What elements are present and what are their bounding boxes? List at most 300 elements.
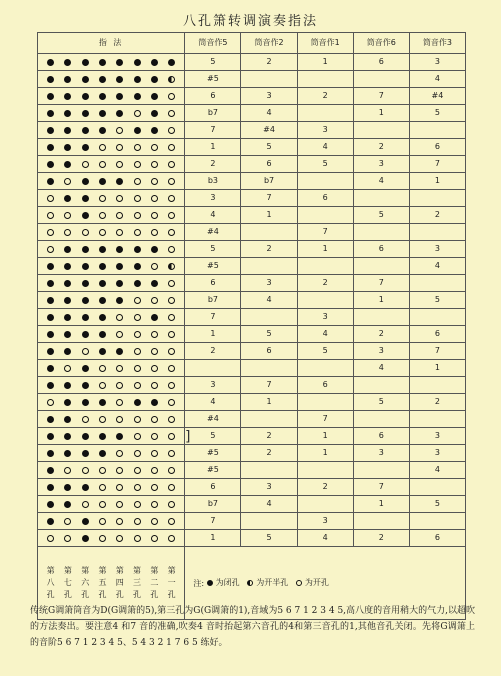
closed-hole-icon	[99, 246, 106, 253]
open-hole-icon	[64, 212, 71, 219]
closed-hole-icon	[47, 416, 54, 423]
note-cell: 3	[353, 445, 409, 462]
open-hole-icon	[151, 433, 158, 440]
closed-hole-icon	[151, 399, 158, 406]
table-row	[38, 479, 466, 496]
half-hole-icon	[247, 580, 253, 586]
open-hole-icon	[134, 314, 141, 321]
col-header: 筒音作2	[241, 33, 297, 54]
open-hole-icon	[64, 178, 71, 185]
closed-hole-icon	[82, 314, 89, 321]
closed-hole-icon	[134, 263, 141, 270]
col-header: 筒音作5	[185, 33, 241, 54]
note-cell: 2	[353, 530, 409, 547]
note-cell: 7	[353, 88, 409, 105]
note-cell: b7	[185, 105, 241, 122]
table-row	[38, 173, 466, 190]
ordinal-char: 第	[150, 566, 159, 575]
open-hole-icon	[134, 501, 141, 508]
note-cell	[409, 224, 465, 241]
closed-hole-icon	[47, 297, 54, 304]
closed-hole-icon	[82, 433, 89, 440]
fingering-holes	[38, 292, 185, 309]
closed-hole-icon	[207, 580, 213, 586]
closed-hole-icon	[116, 433, 123, 440]
closed-hole-icon	[47, 484, 54, 491]
open-hole-icon	[134, 365, 141, 372]
open-hole-icon	[134, 348, 141, 355]
closed-hole-icon	[134, 280, 141, 287]
open-hole-icon	[151, 382, 158, 389]
note-cell: 1	[241, 207, 297, 224]
closed-hole-icon	[116, 178, 123, 185]
note-cell: 5	[241, 530, 297, 547]
note-cell: 7	[241, 190, 297, 207]
closed-hole-icon	[151, 246, 158, 253]
open-hole-icon	[99, 484, 106, 491]
closed-hole-icon	[99, 59, 106, 66]
open-hole-icon	[168, 178, 175, 185]
note-cell: 6	[353, 241, 409, 258]
closed-hole-icon	[64, 59, 71, 66]
note-cell: 4	[353, 360, 409, 377]
open-hole-icon	[134, 433, 141, 440]
half-hole-icon	[168, 76, 175, 83]
note-cell	[241, 411, 297, 428]
open-hole-icon	[99, 518, 106, 525]
closed-hole-icon	[64, 416, 71, 423]
hole-ordinal	[64, 565, 72, 601]
table-row	[38, 496, 466, 513]
fingering-holes	[38, 54, 185, 71]
ordinal-char: 孔	[81, 590, 90, 599]
closed-hole-icon	[64, 382, 71, 389]
note-cell: 7	[409, 343, 465, 360]
note-cell: 4	[297, 326, 353, 343]
closed-hole-icon	[82, 280, 89, 287]
ordinal-char: 第	[133, 566, 142, 575]
note-cell: 3	[353, 343, 409, 360]
open-hole-icon	[151, 467, 158, 474]
note-cell: 2	[353, 139, 409, 156]
open-hole-icon	[151, 535, 158, 542]
note-cell: 4	[353, 173, 409, 190]
fingering-holes	[38, 258, 185, 275]
open-hole-icon	[134, 110, 141, 117]
hole-ordinal	[133, 565, 141, 601]
note-cell: 4	[185, 394, 241, 411]
closed-hole-icon	[64, 195, 71, 202]
open-hole-icon	[151, 229, 158, 236]
open-hole-icon	[99, 416, 106, 423]
ordinal-char: 四	[115, 578, 124, 587]
fingering-holes	[38, 105, 185, 122]
closed-hole-icon	[47, 467, 54, 474]
fingering-holes	[38, 275, 185, 292]
open-hole-icon	[134, 535, 141, 542]
closed-hole-icon	[64, 93, 71, 100]
note-cell: 7	[185, 513, 241, 530]
closed-hole-icon	[47, 144, 54, 151]
note-cell: #4	[241, 122, 297, 139]
open-hole-icon	[151, 195, 158, 202]
open-hole-icon	[168, 518, 175, 525]
table-row	[38, 275, 466, 292]
note-cell	[353, 377, 409, 394]
open-hole-icon	[99, 535, 106, 542]
open-hole-icon	[116, 365, 123, 372]
closed-hole-icon	[82, 535, 89, 542]
note-cell	[297, 394, 353, 411]
open-hole-icon	[134, 178, 141, 185]
col-header: 筒音作6	[353, 33, 409, 54]
open-hole-icon	[151, 212, 158, 219]
note-cell: 5	[241, 326, 297, 343]
closed-hole-icon	[82, 382, 89, 389]
ordinal-char: 孔	[167, 590, 176, 599]
note-cell: 2	[297, 88, 353, 105]
open-hole-icon	[151, 416, 158, 423]
closed-hole-icon	[99, 178, 106, 185]
col-header: 筒音作3	[409, 33, 465, 54]
open-hole-icon	[99, 501, 106, 508]
open-hole-icon	[116, 229, 123, 236]
closed-hole-icon	[47, 433, 54, 440]
closed-hole-icon	[82, 127, 89, 134]
fingering-holes	[38, 530, 185, 547]
note-cell: 5	[185, 428, 241, 445]
note-cell: 3	[185, 190, 241, 207]
note-cell: 5	[297, 156, 353, 173]
fingering-holes	[38, 411, 185, 428]
closed-hole-icon	[47, 280, 54, 287]
closed-hole-icon	[99, 314, 106, 321]
open-hole-icon	[151, 484, 158, 491]
table-row	[38, 190, 466, 207]
note-cell	[409, 275, 465, 292]
ordinal-char: 第	[46, 566, 55, 575]
closed-hole-icon	[99, 280, 106, 287]
closed-hole-icon	[116, 280, 123, 287]
open-hole-icon	[116, 195, 123, 202]
table-row	[38, 105, 466, 122]
note-cell: 4	[185, 207, 241, 224]
note-cell: 2	[241, 241, 297, 258]
closed-hole-icon	[82, 365, 89, 372]
closed-hole-icon	[47, 348, 54, 355]
note-cell	[409, 479, 465, 496]
note-cell: 7	[241, 377, 297, 394]
open-hole-icon	[168, 229, 175, 236]
open-hole-icon	[134, 382, 141, 389]
open-hole-icon	[168, 127, 175, 134]
legend-closed: 为闭孔	[215, 577, 240, 587]
bracket-mark: ]	[185, 429, 191, 445]
note-cell: 6	[297, 190, 353, 207]
table-row	[38, 360, 466, 377]
open-hole-icon	[47, 212, 54, 219]
open-hole-icon	[82, 229, 89, 236]
note-cell: 3	[241, 88, 297, 105]
open-hole-icon	[64, 535, 71, 542]
open-hole-icon	[116, 484, 123, 491]
note-cell	[409, 190, 465, 207]
fingering-holes	[38, 360, 185, 377]
note-cell: 2	[409, 394, 465, 411]
open-hole-icon	[82, 501, 89, 508]
closed-hole-icon	[99, 110, 106, 117]
note-cell	[241, 360, 297, 377]
ordinal-char: 第	[115, 566, 124, 575]
note-cell: 1	[297, 54, 353, 71]
open-hole-icon	[99, 229, 106, 236]
closed-hole-icon	[134, 93, 141, 100]
open-hole-icon	[116, 450, 123, 457]
note-cell	[185, 360, 241, 377]
table-row	[38, 309, 466, 326]
open-hole-icon	[151, 331, 158, 338]
table-row	[38, 241, 466, 258]
table-row	[38, 54, 466, 71]
open-hole-icon	[82, 348, 89, 355]
open-hole-icon	[134, 212, 141, 219]
closed-hole-icon	[64, 433, 71, 440]
note-cell: #4	[185, 411, 241, 428]
open-hole-icon	[47, 535, 54, 542]
ordinal-char: 六	[81, 578, 90, 587]
hole-ordinal	[168, 565, 176, 601]
open-hole-icon	[151, 161, 158, 168]
closed-hole-icon	[116, 297, 123, 304]
closed-hole-icon	[64, 110, 71, 117]
open-hole-icon	[116, 382, 123, 389]
open-hole-icon	[47, 229, 54, 236]
closed-hole-icon	[64, 297, 71, 304]
note-cell	[241, 462, 297, 479]
closed-hole-icon	[151, 76, 158, 83]
open-hole-icon	[168, 144, 175, 151]
table-row	[38, 156, 466, 173]
closed-hole-icon	[82, 246, 89, 253]
open-hole-icon	[168, 399, 175, 406]
note-cell: b7	[241, 173, 297, 190]
open-hole-icon	[64, 229, 71, 236]
open-hole-icon	[168, 246, 175, 253]
closed-hole-icon	[47, 365, 54, 372]
table-row	[38, 343, 466, 360]
closed-hole-icon	[151, 280, 158, 287]
table-row	[38, 445, 466, 462]
ordinal-char: 第	[81, 566, 90, 575]
open-hole-icon	[64, 365, 71, 372]
open-hole-icon	[168, 365, 175, 372]
open-hole-icon	[151, 450, 158, 457]
open-hole-icon	[168, 331, 175, 338]
closed-hole-icon	[99, 263, 106, 270]
note-cell: 5	[353, 207, 409, 224]
note-cell: 1	[185, 326, 241, 343]
open-hole-icon	[47, 195, 54, 202]
open-hole-icon	[134, 161, 141, 168]
note-cell: 1	[241, 394, 297, 411]
closed-hole-icon	[82, 195, 89, 202]
note-cell: 6	[353, 54, 409, 71]
open-hole-icon	[151, 501, 158, 508]
note-cell: 5	[185, 54, 241, 71]
open-hole-icon	[168, 348, 175, 355]
note-cell: b7	[185, 496, 241, 513]
ordinal-char: 一	[167, 578, 176, 587]
note-cell: 4	[297, 530, 353, 547]
note-cell: 2	[241, 54, 297, 71]
closed-hole-icon	[64, 348, 71, 355]
note-cell: 7	[353, 479, 409, 496]
open-hole-icon	[64, 467, 71, 474]
open-hole-icon	[116, 399, 123, 406]
open-hole-icon	[168, 382, 175, 389]
note-cell: #5	[185, 462, 241, 479]
closed-hole-icon	[151, 127, 158, 134]
open-hole-icon	[99, 467, 106, 474]
closed-hole-icon	[64, 331, 71, 338]
table-row	[38, 394, 466, 411]
open-hole-icon	[168, 484, 175, 491]
note-cell: 5	[409, 105, 465, 122]
table-row	[38, 207, 466, 224]
fingering-holes	[38, 139, 185, 156]
closed-hole-icon	[168, 59, 175, 66]
open-hole-icon	[151, 144, 158, 151]
note-cell: 1	[353, 105, 409, 122]
ordinal-char: 二	[150, 578, 159, 587]
open-hole-icon	[116, 518, 123, 525]
note-cell: 3	[297, 122, 353, 139]
open-hole-icon	[134, 484, 141, 491]
note-cell: #5	[185, 71, 241, 88]
note-cell	[409, 513, 465, 530]
closed-hole-icon	[151, 110, 158, 117]
note-cell	[353, 224, 409, 241]
note-cell: 4	[409, 462, 465, 479]
note-cell: 2	[185, 343, 241, 360]
open-hole-icon	[99, 212, 106, 219]
open-hole-icon	[168, 297, 175, 304]
closed-hole-icon	[82, 484, 89, 491]
open-hole-icon	[168, 280, 175, 287]
closed-hole-icon	[47, 331, 54, 338]
closed-hole-icon	[64, 501, 71, 508]
fingering-holes	[38, 462, 185, 479]
note-cell: 7	[185, 122, 241, 139]
note-cell	[297, 207, 353, 224]
table-row	[38, 88, 466, 105]
table-row	[38, 326, 466, 343]
closed-hole-icon	[64, 399, 71, 406]
fingering-holes	[38, 309, 185, 326]
closed-hole-icon	[99, 297, 106, 304]
closed-hole-icon	[134, 246, 141, 253]
note-cell	[297, 496, 353, 513]
closed-hole-icon	[134, 399, 141, 406]
fingering-holes	[38, 88, 185, 105]
fingering-holes	[38, 377, 185, 394]
legend-prefix: 注:	[193, 578, 205, 588]
note-cell: 6	[409, 326, 465, 343]
note-cell: 2	[409, 207, 465, 224]
note-cell: 2	[241, 428, 297, 445]
fingering-holes	[38, 394, 185, 411]
legend-half: 为开半孔	[256, 577, 289, 587]
closed-hole-icon	[82, 450, 89, 457]
note-cell: 4	[297, 139, 353, 156]
closed-hole-icon	[151, 314, 158, 321]
closed-hole-icon	[64, 76, 71, 83]
half-hole-icon	[168, 263, 175, 270]
note-cell: 5	[241, 139, 297, 156]
open-hole-icon	[116, 535, 123, 542]
closed-hole-icon	[47, 450, 54, 457]
note-cell: 4	[409, 258, 465, 275]
table-row	[38, 258, 466, 275]
ordinal-char: 孔	[133, 590, 142, 599]
fingering-holes	[38, 479, 185, 496]
open-hole-icon	[134, 297, 141, 304]
table-row	[38, 224, 466, 241]
closed-hole-icon	[47, 382, 54, 389]
note-cell: 6	[241, 343, 297, 360]
open-hole-icon	[134, 144, 141, 151]
closed-hole-icon	[47, 314, 54, 321]
closed-hole-icon	[99, 127, 106, 134]
note-cell: 5	[409, 292, 465, 309]
note-cell: 7	[185, 309, 241, 326]
note-cell	[241, 71, 297, 88]
fingering-holes	[38, 207, 185, 224]
note-cell: 1	[185, 530, 241, 547]
open-hole-icon	[116, 161, 123, 168]
closed-hole-icon	[82, 399, 89, 406]
fingering-holes	[38, 156, 185, 173]
closed-hole-icon	[116, 348, 123, 355]
closed-hole-icon	[134, 59, 141, 66]
open-hole-icon	[168, 161, 175, 168]
note-cell: 6	[409, 139, 465, 156]
open-hole-icon	[168, 195, 175, 202]
open-hole-icon	[151, 178, 158, 185]
note-cell: 7	[297, 411, 353, 428]
closed-hole-icon	[82, 178, 89, 185]
note-cell: 2	[297, 479, 353, 496]
note-cell: 3	[409, 241, 465, 258]
note-cell: 1	[297, 428, 353, 445]
open-hole-icon	[134, 195, 141, 202]
hole-ordinal	[47, 565, 55, 601]
note-cell: 3	[409, 445, 465, 462]
note-cell: 4	[409, 71, 465, 88]
closed-hole-icon	[47, 161, 54, 168]
note-cell: 7	[409, 156, 465, 173]
closed-hole-icon	[64, 450, 71, 457]
open-hole-icon	[151, 365, 158, 372]
closed-hole-icon	[82, 212, 89, 219]
open-hole-icon	[168, 467, 175, 474]
ordinal-char: 八	[46, 578, 55, 587]
table-row	[38, 411, 466, 428]
note-cell: #4	[185, 224, 241, 241]
note-cell	[297, 105, 353, 122]
fingering-holes	[38, 224, 185, 241]
closed-hole-icon	[99, 76, 106, 83]
